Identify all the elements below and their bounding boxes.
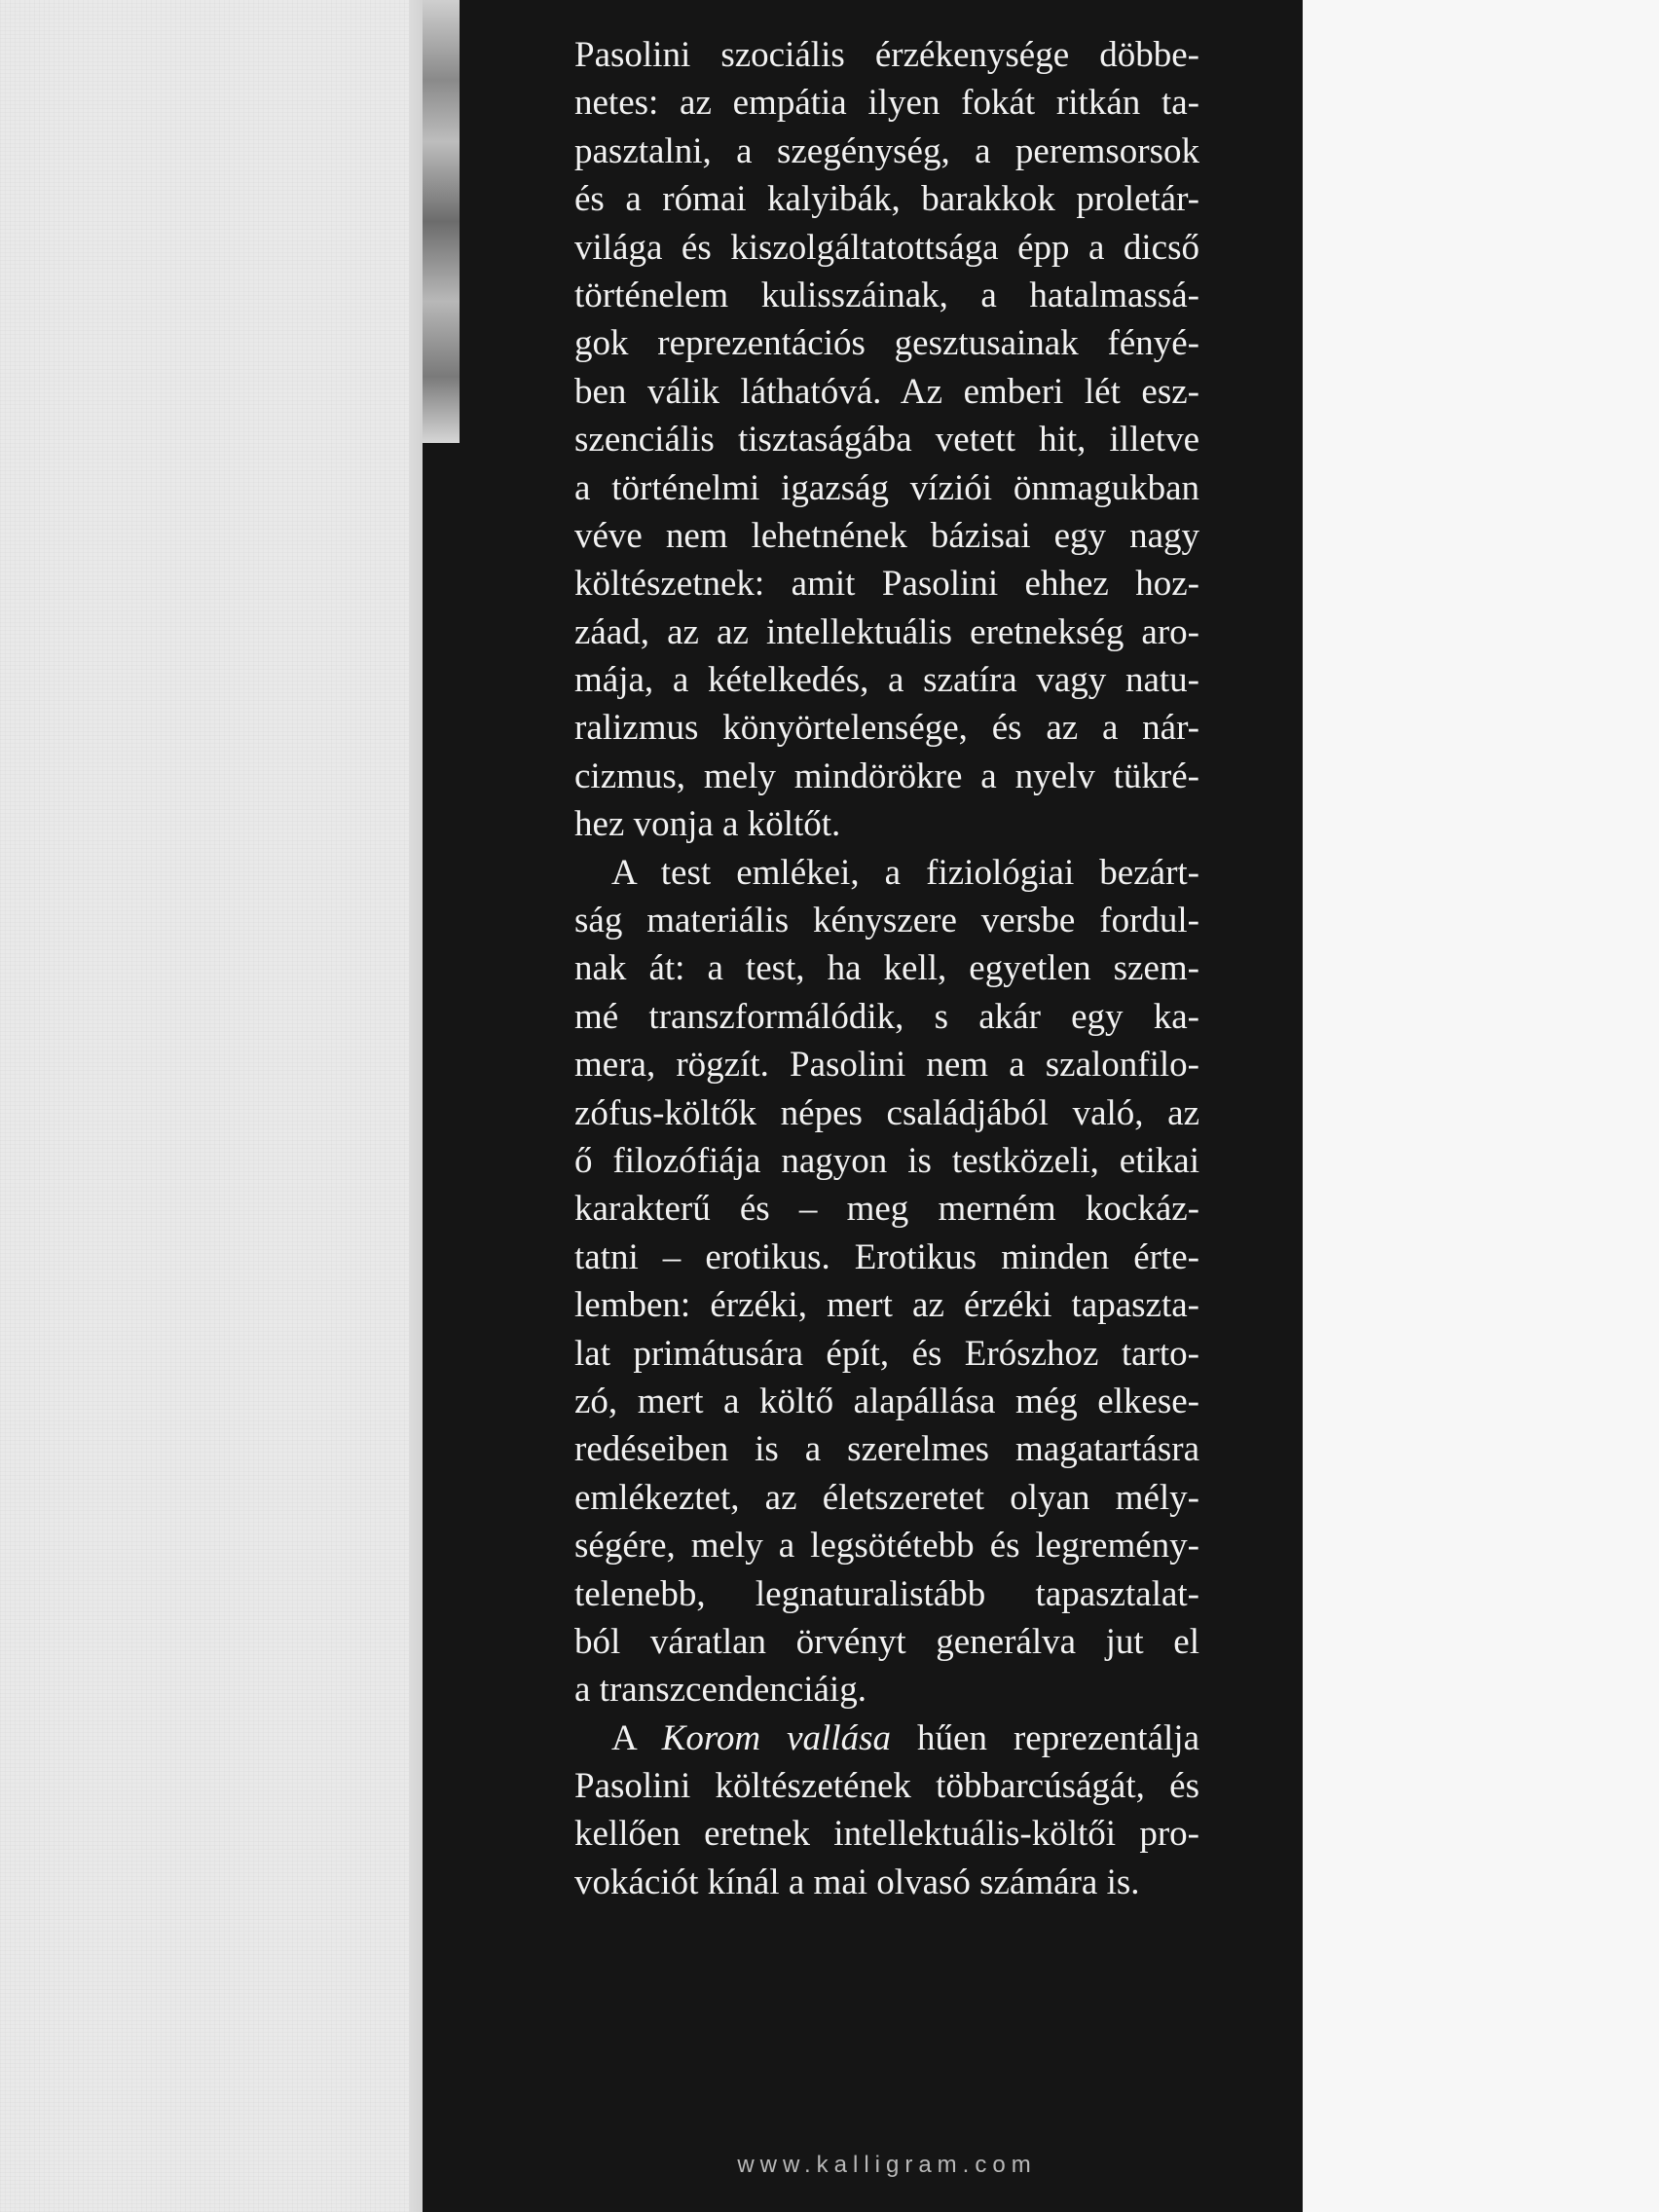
text-line: ralizmus könyörtelensége, és az a nár- — [574, 708, 1199, 749]
text-line — [574, 1714, 1199, 1762]
text-line: vokációt kínál a mai olvasó számára is. — [574, 1862, 1140, 1902]
text-line: redéseiben is a szerelmes magatartásra — [574, 1429, 1199, 1470]
text-line: ból váratlan örvényt generálva jut el — [574, 1621, 1199, 1662]
text-line: ségére, mely a legsötétebb és legremény- — [574, 1526, 1199, 1567]
text-line: kellően eretnek intellektuális-költői pro- — [574, 1814, 1199, 1855]
text-line: Pasolini költészetének többarcúságát, és — [574, 1766, 1199, 1807]
text-line: a transzcendenciáig. — [574, 1670, 866, 1711]
text-line: költészetnek: amit Pasolini ehhez hoz- — [574, 564, 1199, 605]
right-page — [1303, 0, 1659, 2212]
text-line: szenciális tisztaságába vetett hit, illetve — [574, 420, 1199, 461]
flap-text — [574, 31, 1199, 1906]
text-line: lat primátusára épít, és Erószhoz tarto- — [574, 1333, 1199, 1374]
text-line: pasztalni, a szegénység, a peremsorsok — [574, 130, 1199, 171]
text-line: történelem kulisszáinak, a hatalmassá- — [574, 275, 1199, 315]
text-line: mája, a kételkedés, a szatíra vagy natu- — [574, 660, 1199, 701]
text-line: karakterű és – meg merném kockáz- — [574, 1189, 1199, 1230]
text-line: ság materiális kényszere versbe fordul- — [574, 901, 1199, 941]
paragraph-1 — [574, 31, 1199, 849]
text-line: záad, az az intellektuális eretnekség aro- — [574, 611, 1199, 652]
text-line: a történelmi igazság víziói önmagukban — [574, 467, 1199, 508]
book-title: Korom vallása — [661, 1717, 892, 1758]
text-line: gok reprezentációs gesztusainak fényé- — [574, 323, 1199, 364]
paragraph-2 — [574, 849, 1199, 1714]
text-fragment: A — [611, 1717, 662, 1758]
text-line: Pasolini szociális érzékenysége döbbe- — [574, 35, 1199, 75]
text-line: cizmus, mely mindörökre a nyelv tükré- — [574, 756, 1199, 796]
text-line: A test emlékei, a fiziológiai bezárt- — [611, 852, 1199, 893]
text-line: zó, mert a költő alapállása még elkese- — [574, 1381, 1199, 1421]
text-line: nak át: a test, ha kell, egyetlen szem- — [574, 948, 1199, 989]
text-line: mera, rögzít. Pasolini nem a szalonfilo- — [574, 1045, 1199, 1086]
text-line: mé transzformálódik, s akár egy ka- — [574, 996, 1199, 1037]
text-line: netes: az empátia ilyen fokát ritkán ta- — [574, 83, 1199, 124]
text-line: világa és kiszolgáltatottsága épp a dicső — [574, 227, 1199, 268]
text-line: telenebb, legnaturalistább tapasztalat- — [574, 1573, 1199, 1614]
text-fragment: hűen reprezentálja — [891, 1717, 1199, 1758]
photo-strip — [423, 0, 460, 443]
text-line: zófus-költők népes családjából való, az — [574, 1092, 1199, 1133]
text-line: és a római kalyibák, barakkok proletár- — [574, 179, 1199, 220]
text-line: ő filozófiája nagyon is testközeli, etikai — [574, 1140, 1199, 1181]
paragraph-3 — [574, 1714, 1199, 1907]
publisher-website: www.kalligram.com — [737, 2152, 1037, 2178]
text-line: véve nem lehetnének bázisai egy nagy — [574, 515, 1199, 556]
text-line: ben válik láthatóvá. Az emberi lét esz- — [574, 371, 1199, 412]
text-line: hez vonja a költőt. — [574, 804, 841, 845]
text-line: emlékeztet, az életszeretet olyan mély- — [574, 1477, 1199, 1518]
text-line: tatni – erotikus. Erotikus minden érte- — [574, 1236, 1199, 1277]
text-line: lemben: érzéki, mert az érzéki tapaszta- — [574, 1285, 1199, 1326]
left-page — [0, 0, 428, 2212]
